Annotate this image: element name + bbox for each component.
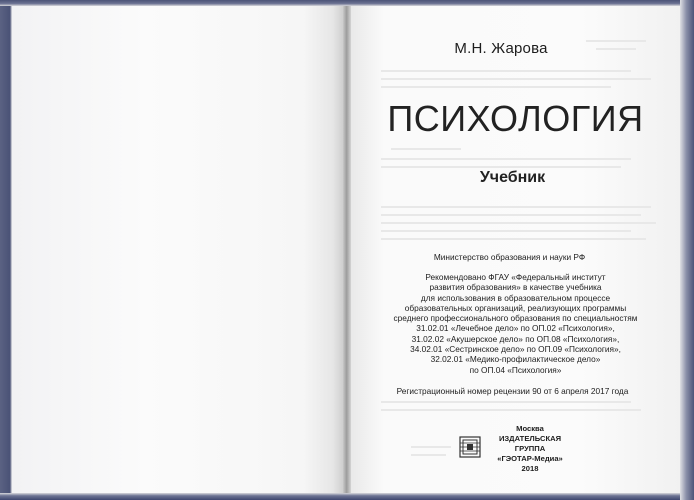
recommendation-line: по ОП.04 «Психология» — [469, 364, 562, 375]
recommendation-line: Рекомендовано ФГАУ «Федеральный институт — [425, 272, 606, 282]
book-title: ПСИХОЛОГИЯ — [387, 98, 644, 139]
recommendation-line: 31.02.02 «Акушерское дело» по ОП.08 «Психология», — [411, 333, 620, 344]
publisher-name: «ГЭОТАР-Медиа» — [497, 454, 563, 463]
publisher-text — [485, 424, 575, 474]
registration-line: Регистрационный номер рецензии 90 от 6 апреля 2017 года — [396, 386, 629, 396]
geotar-logo-icon — [459, 436, 481, 458]
left-blank-page — [12, 6, 343, 493]
recommendation-line: 31.02.01 «Лечебное дело» по ОП.02 «Психология», — [416, 323, 615, 334]
author-name: М.Н. Жарова — [454, 40, 548, 57]
publisher-group: ИЗДАТЕЛЬСКАЯ ГРУППА — [498, 434, 562, 453]
recommendation-line: 34.02.01 «Сестринское дело» по ОП.09 «Психология», — [410, 344, 621, 355]
publication-year: 2018 — [521, 464, 539, 473]
recommendation-line: образовательных организаций, реализующих программы — [404, 302, 627, 313]
publisher-imprint — [459, 424, 579, 472]
recommendation-block — [363, 272, 668, 375]
title-page — [351, 6, 680, 493]
recommendation-line: развития образования» в качестве учебника — [429, 282, 602, 293]
publisher-city: Москва — [516, 424, 544, 433]
book-subtitle: Учебник — [479, 169, 546, 186]
cover-edge-right — [680, 0, 694, 500]
book-gutter — [343, 6, 351, 493]
recommendation-line: среднего профессионального образования по специальностям — [393, 313, 638, 324]
ministry-line: Министерство образования и науки РФ — [433, 252, 586, 262]
recommendation-line: 32.02.01 «Медико-профилактическое дело» — [430, 354, 601, 365]
cover-edge-bottom — [0, 493, 694, 500]
recommendation-line: для использования в образовательном процессе — [420, 292, 611, 303]
title-page-content — [351, 6, 680, 493]
